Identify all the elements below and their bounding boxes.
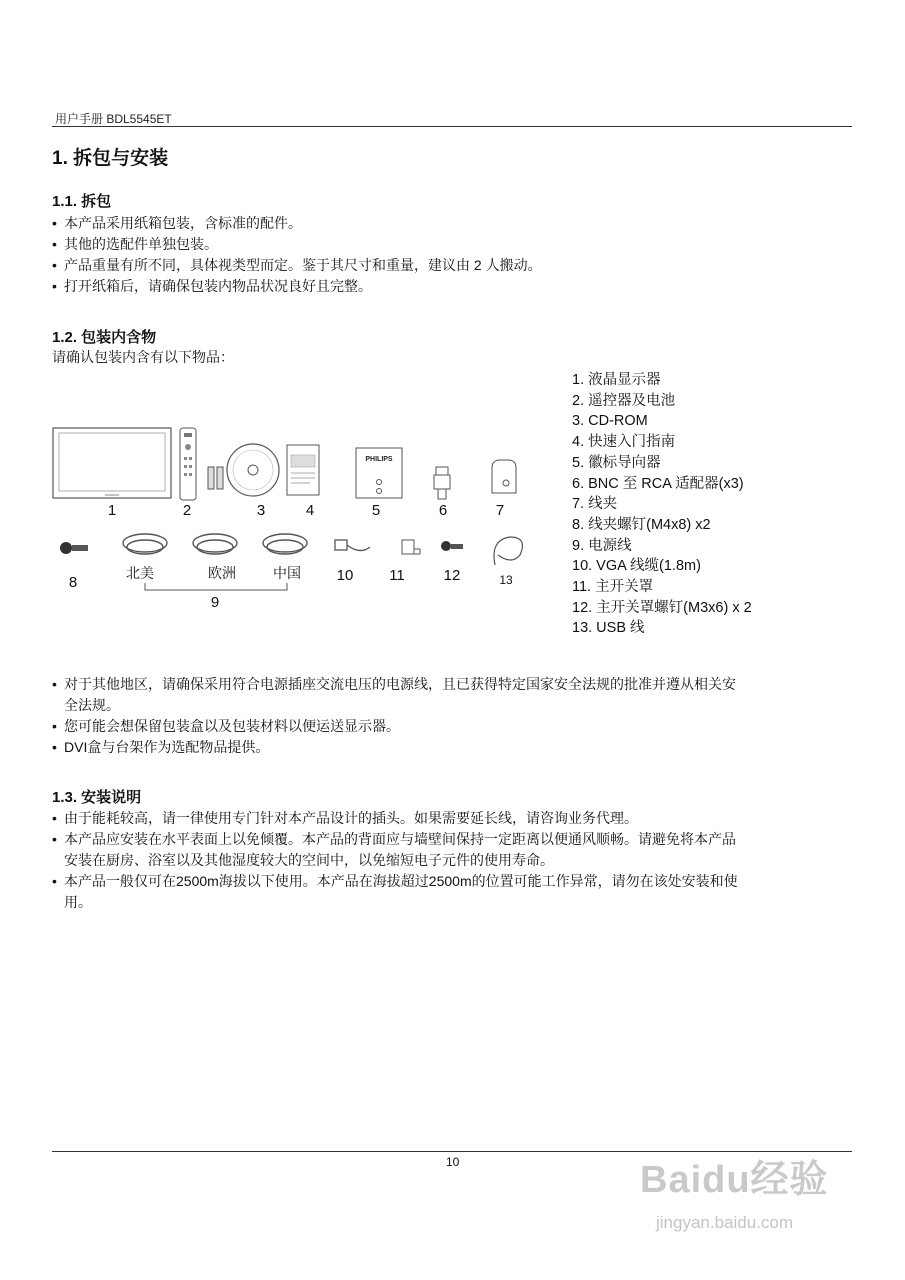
figure-label-5: 5 [371, 502, 381, 519]
list-item: • 打开纸箱后，请确保包装内物品状况良好且完整。 [52, 278, 372, 294]
battery-icon [208, 467, 223, 489]
region-label-eu: 欧洲 [208, 566, 236, 582]
contents-list [572, 370, 752, 639]
figure-label-13: 13 [499, 573, 513, 587]
running-header: 用户手册 BDL5545ET [55, 112, 172, 126]
list-item: • 本产品应安装在水平表面上以免倾覆。本产品的背面应与墙壁间保持一定距离以便通风顺畅。请避免将本产品 安装在厨房、浴室以及其他湿度较大的空间中，以免缩短电子元件的使用寿命。 [52, 831, 736, 868]
figure-label-4: 4 [305, 502, 315, 519]
switch-cover-icon [402, 540, 420, 554]
figure-label-7: 7 [495, 502, 505, 519]
list-item: 9. 电源线 [572, 537, 632, 554]
list-item: 7. 线夹 [572, 496, 618, 513]
figure-label-9: 9 [210, 594, 220, 611]
list-item: 1. 液晶显示器 [572, 372, 661, 388]
cd-rom-icon [227, 444, 279, 496]
list-item: • 由于能耗较高，请一律使用专门针对本产品设计的插头。如果需要延长线，请咨询业务代理。 [52, 810, 638, 826]
region-label-na: 北美 [126, 566, 154, 582]
remote-control-icon [180, 428, 196, 500]
page-number: 10 [446, 1155, 460, 1169]
cable-clip-icon [492, 460, 516, 493]
list-item: 10. VGA 线缆(1.8m) [572, 558, 701, 575]
list-item: • 产品重量有所不同，具体视类型而定。鉴于其尺寸和重量，建议由 2 人搬动。 [52, 257, 542, 273]
list-item: • 您可能会想保留包装盒以及包装材料以便运送显示器。 [52, 718, 400, 734]
list-item: 12. 主开关罩螺钉(M3x6) x 2 [572, 599, 752, 616]
figure-label-10: 10 [336, 567, 354, 584]
list-item: 13. USB 线 [572, 620, 645, 637]
philips-logo-text: PHILIPS [365, 456, 393, 463]
figure-label-11: 11 [389, 567, 405, 584]
figure-label-2: 2 [182, 502, 192, 519]
header-rule [52, 126, 852, 127]
list-item: 3. CD-ROM [572, 413, 648, 430]
figure-label-6: 6 [438, 502, 448, 519]
figure-label-1: 1 [107, 502, 117, 519]
unpacking-bullets [52, 213, 852, 297]
list-item: • 其他的选配件单独包装。 [52, 236, 218, 252]
list-item: • 本产品采用纸箱包装，含标准的配件。 [52, 215, 302, 231]
vga-cable-icon [335, 540, 370, 551]
contents-intro: 请确认包装内含有以下物品： [52, 349, 234, 365]
power-cord-icon [123, 534, 307, 554]
contents-notes [52, 674, 852, 758]
baidu-watermark-url: jingyan.baidu.com [656, 1213, 794, 1232]
subsection-title-contents: 1.2. 包装内含物 [52, 329, 157, 346]
lcd-display-icon [53, 428, 171, 498]
figure-label-12: 12 [443, 567, 461, 584]
screw-icon [60, 542, 88, 554]
package-contents-figure [50, 415, 560, 615]
list-item: 5. 徽标导向器 [572, 454, 661, 471]
baidu-watermark-logo: Baidu经验 [640, 1159, 829, 1201]
subsection-title-installation: 1.3. 安装说明 [52, 789, 142, 806]
section-title: 1. 拆包与安装 [52, 148, 169, 169]
cover-screw-icon [441, 541, 463, 551]
subsection-title-unpacking: 1.1. 拆包 [52, 193, 112, 210]
list-item: 2. 遥控器及电池 [572, 392, 676, 409]
installation-bullets [52, 808, 852, 913]
list-item: 11. 主开关罩 [572, 579, 654, 596]
list-item: 4. 快速入门指南 [572, 434, 676, 451]
figure-label-8: 8 [68, 574, 78, 591]
list-item: • 本产品一般仅可在2500m海拔以下使用。本产品在海拔超过2500m的位置可能工作异常，请勿在该处安装和使 用。 [52, 873, 738, 910]
usb-cable-icon [494, 537, 522, 565]
figure-label-3: 3 [256, 502, 266, 519]
list-item: 8. 线夹螺钉(M4x8) x2 [572, 516, 711, 533]
list-item: • 对于其他地区，请确保采用符合电源插座交流电压的电源线，且已获得特定国家安全法规的批准并遵从相关安 全法规。 [52, 676, 736, 713]
bnc-adapter-icon [434, 467, 450, 499]
quick-start-guide-icon [287, 445, 319, 495]
list-item: • DVI盒与台架作为选配物品提供。 [52, 739, 270, 755]
region-label-cn: 中国 [273, 566, 301, 582]
list-item: 6. BNC 至 RCA 适配器(x3) [572, 475, 744, 492]
power-cord-bracket [145, 583, 287, 590]
